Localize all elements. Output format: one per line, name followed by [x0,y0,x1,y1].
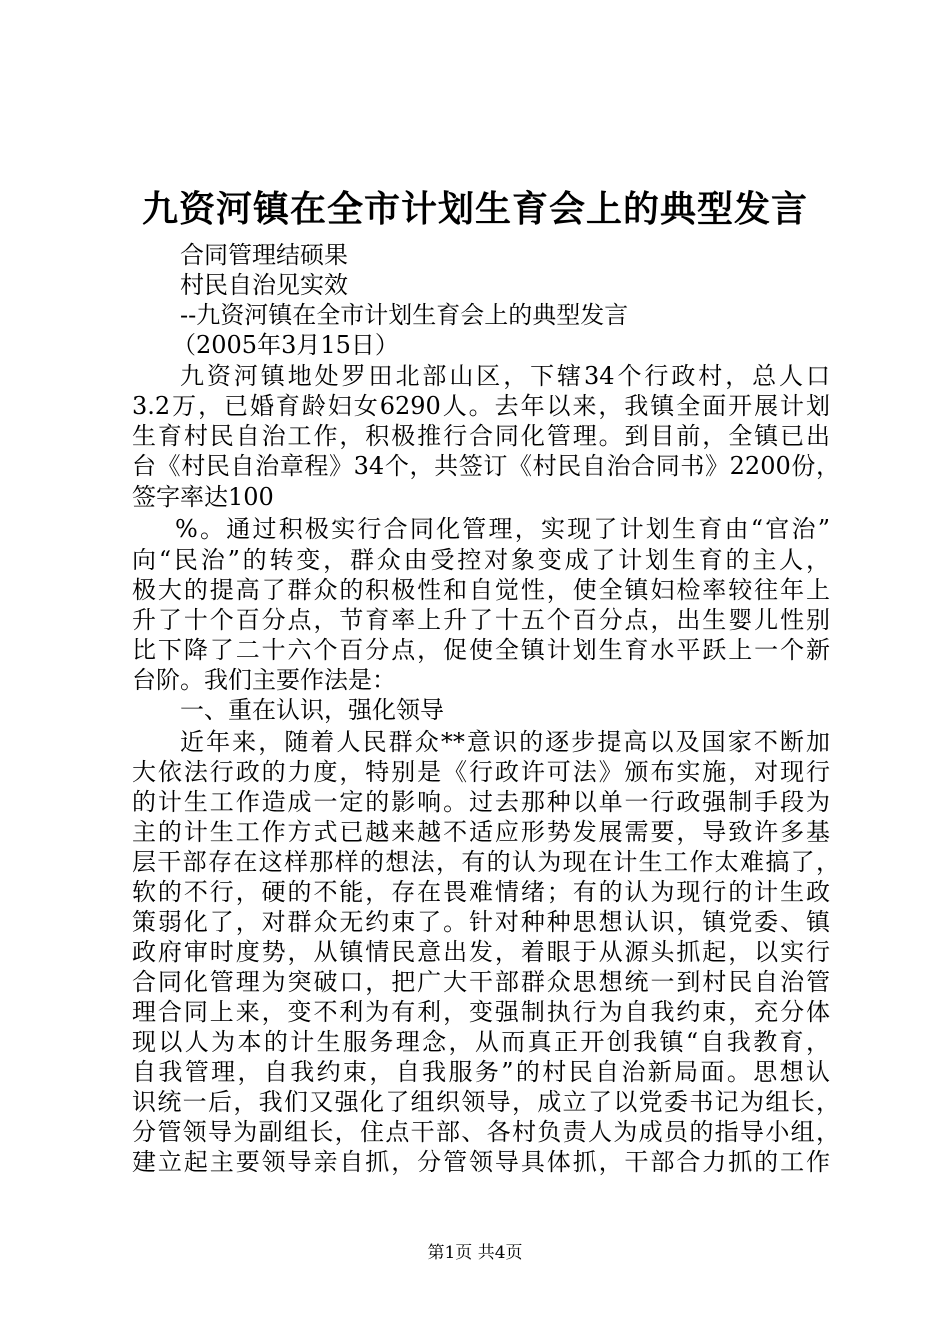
body-line: 分管领导为副组长，住点干部、各村负责人为成员的指导小组， [132,1118,840,1146]
body-line: 现以人为本的计生服务理念，从而真正开创我镇“自我教育， [132,1028,830,1056]
body-line: 层干部存在这样那样的想法，有的认为现在计生工作太难搞了， [132,848,840,876]
body-line: 台《村民自治章程》34个，共签订《村民自治合同书》2200份， [132,452,840,480]
document-title: 九资河镇在全市计划生育会上的典型发言 [141,188,808,230]
body-line: 极大的提高了群众的积极性和自觉性，使全镇妇检率较往年上 [132,576,830,604]
body-line: 3.2万，已婚育龄妇女6290人。去年以来，我镇全面开展计划 [132,392,830,420]
body-line: 大依法行政的力度，特别是《行政许可法》颁布实施，对现行 [132,758,830,786]
body-line: 台阶。我们主要作法是： [132,666,396,694]
body-line: 软的不行，硬的不能，存在畏难情绪；有的认为现行的计生政 [132,878,830,906]
body-line: 的计生工作造成一定的影响。过去那种以单一行政强制手段为 [132,788,830,816]
body-line: 九资河镇地处罗田北部山区，下辖34个行政村，总人口 [180,362,830,390]
body-line: 合同化管理为突破口，把广大干部群众思想统一到村民自治管 [132,968,830,996]
body-line: 识统一后，我们又强化了组织领导，成立了以党委书记为组长， [132,1088,840,1116]
body-line: 主的计生工作方式已越来越不适应形势发展需要，导致许多基 [132,818,830,846]
body-line: 比下降了二十六个百分点，促使全镇计划生育水平跃上一个新 [132,636,830,664]
body-line: 向“民治”的转变，群众由受控对象变成了计划生育的主人， [132,546,830,574]
body-line: %。通过积极实行合同化管理，实现了计划生育由“官治” [175,515,830,543]
section-heading: 一、重在认识，强化领导 [180,696,444,724]
body-line: 近年来，随着人民群众**意识的逐步提高以及国家不断加 [180,728,830,756]
body-line: 自我管理，自我约束，自我服务”的村民自治新局面。思想认 [132,1058,830,1086]
body-line: 签字率达100 [132,483,274,511]
document-date: （2005年3月15日） [172,331,399,359]
subtitle-line-3: --九资河镇在全市计划生育会上的典型发言 [180,301,629,329]
body-line: 建立起主要领导亲自抓，分管领导具体抓，干部合力抓的工作 [132,1148,830,1176]
body-line: 生育村民自治工作，积极推行合同化管理。到目前，全镇已出 [132,422,830,450]
body-line: 政府审时度势，从镇情民意出发，着眼于从源头抓起，以实行 [132,938,830,966]
subtitle-line-2: 村民自治见实效 [180,271,348,299]
page-number-footer: 第1页 共4页 [427,1243,523,1263]
subtitle-line-1: 合同管理结硕果 [180,241,348,269]
body-line: 策弱化了，对群众无约束了。针对种种思想认识，镇党委、镇 [132,908,830,936]
body-line: 理合同上来，变不利为有利，变强制执行为自我约束，充分体 [132,998,830,1026]
body-line: 升了十个百分点，节育率上升了十五个百分点，出生婴儿性别 [132,606,830,634]
